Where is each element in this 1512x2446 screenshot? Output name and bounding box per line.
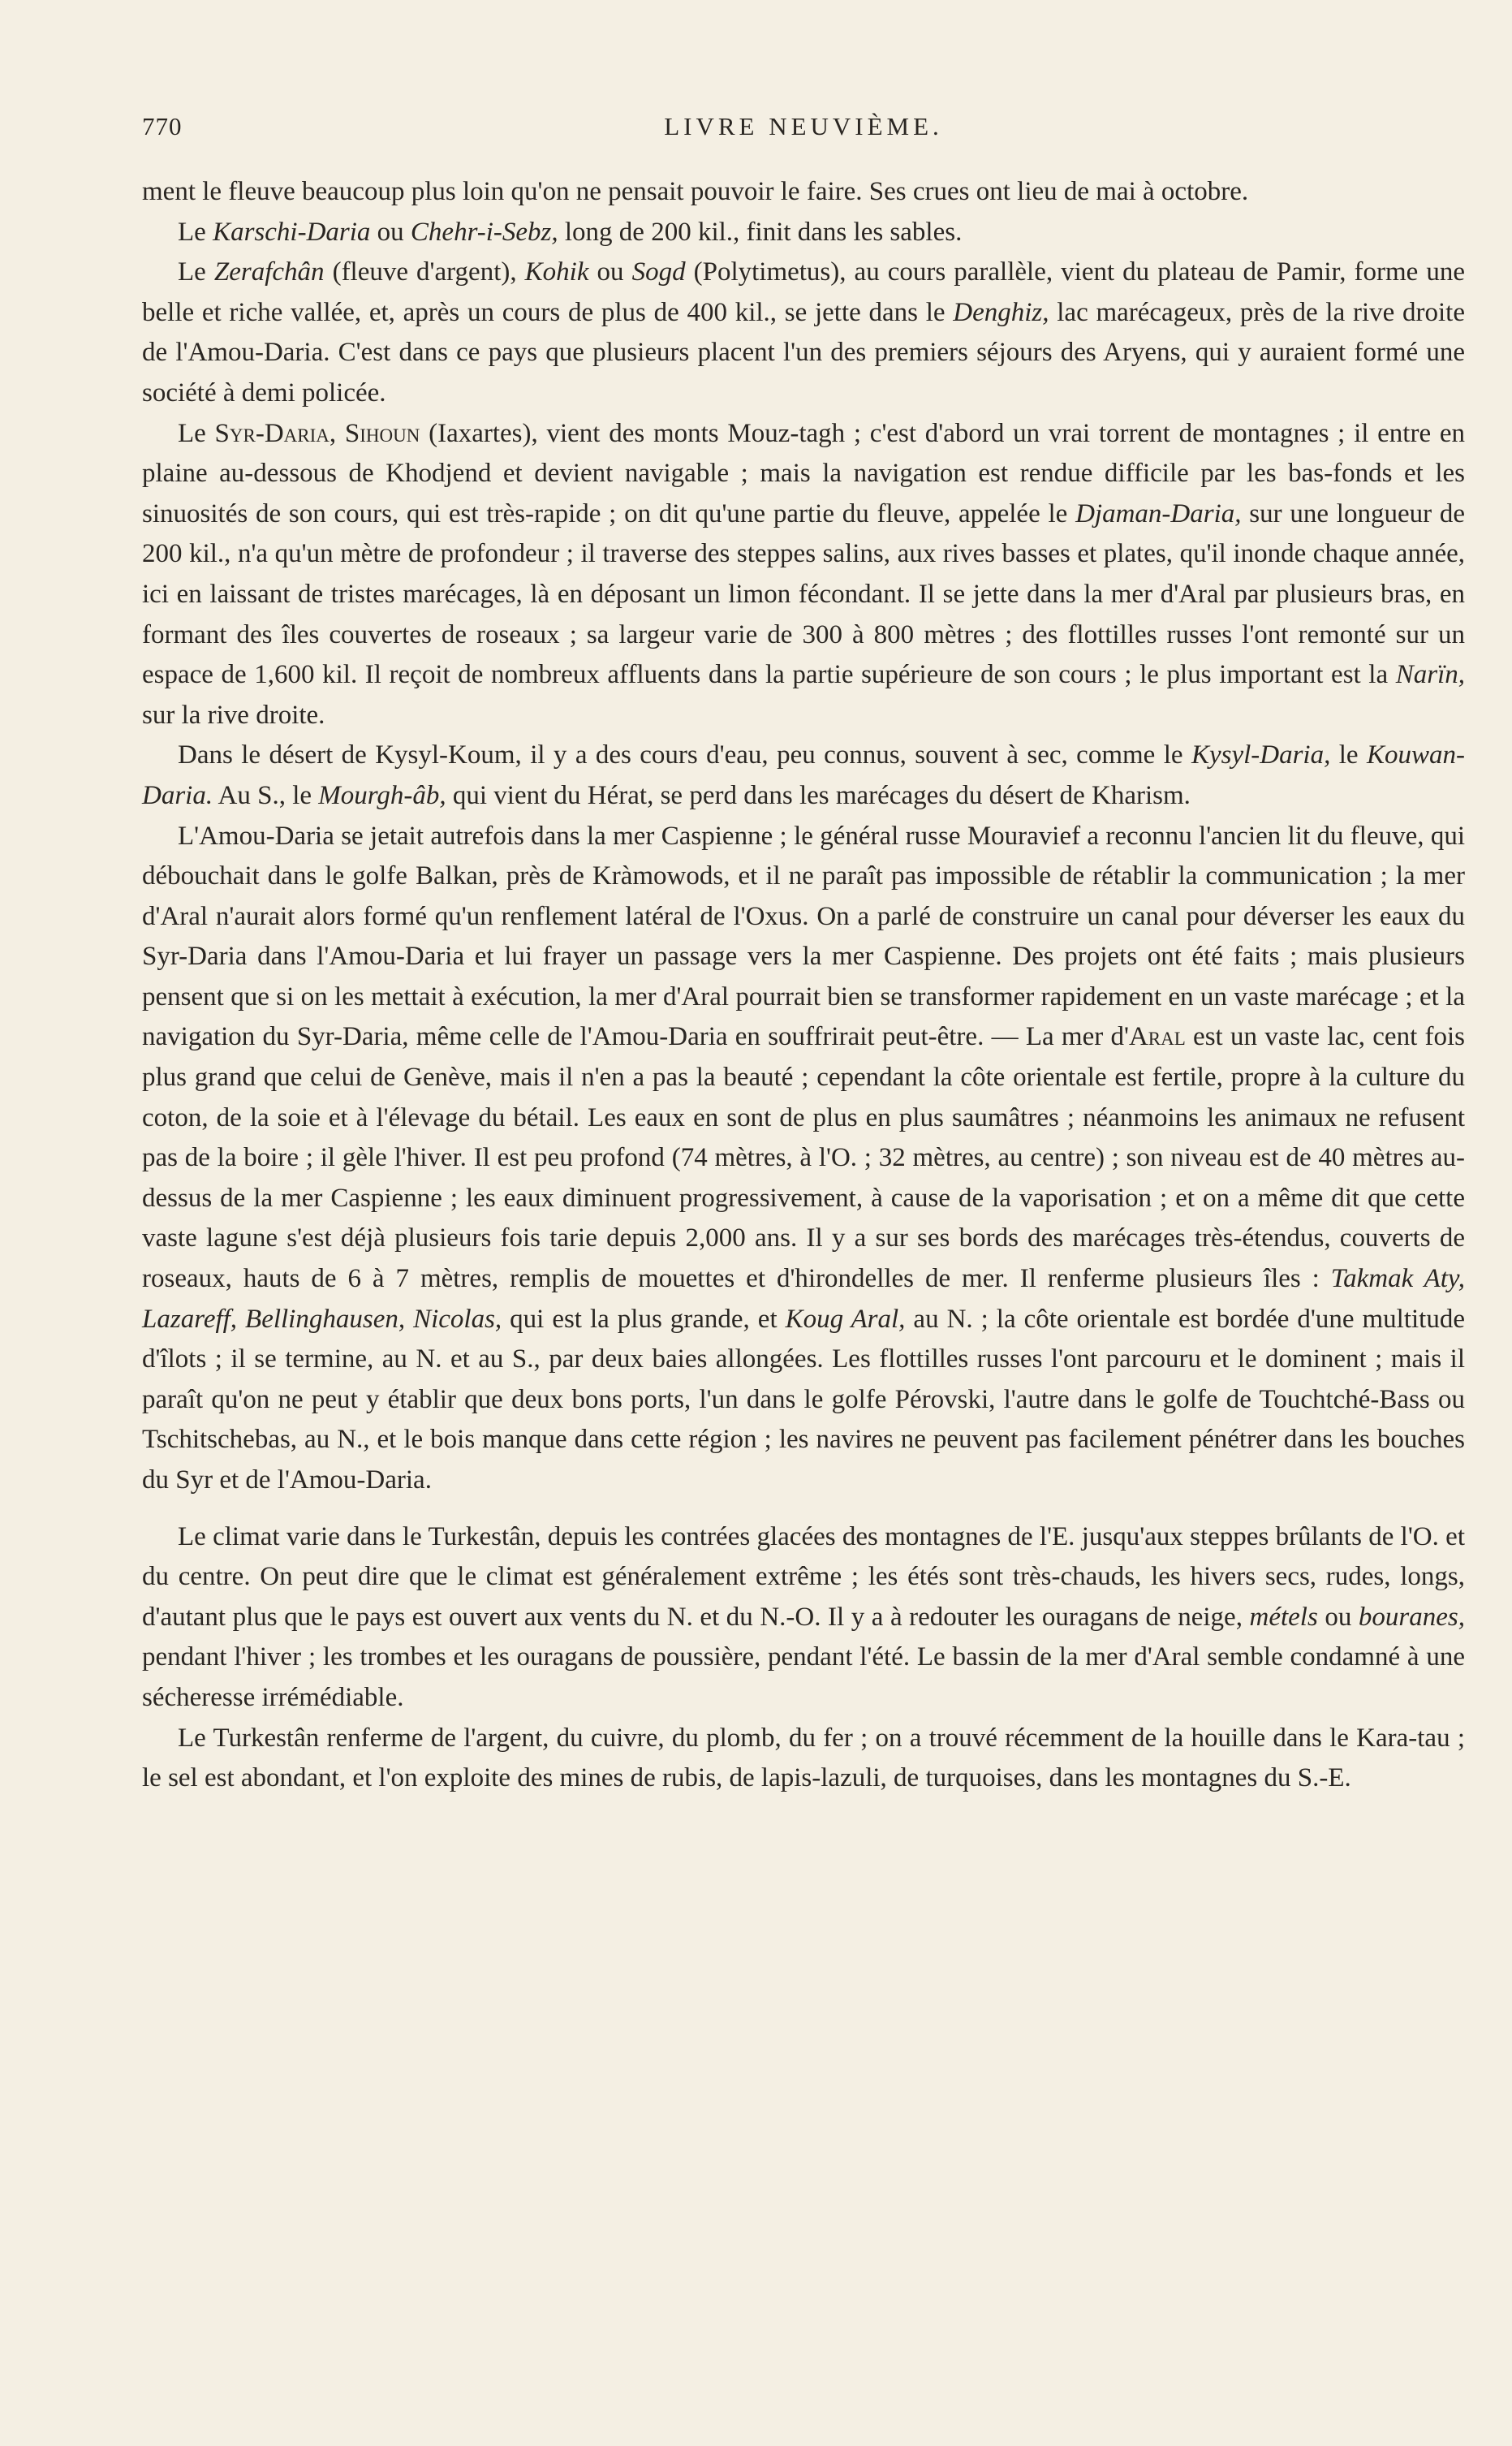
text-run: (Iaxartes), vient des monts Mouz-tagh ; c'est d'abord un vrai torrent de montagnes ; il entre en plaine au-dessous de Khodjend et devient navigable ; mais la navigation est rendue difficile par les bas-fonds et les sinuosités de son cours, qui est très-rapide ; on dit qu'une partie du fleuve, appelée le [142,418,1465,528]
page-header [142,112,1465,151]
text-run: ou [370,217,411,247]
text-run: Au S., le [213,780,319,810]
text-run: Le [178,257,214,287]
lake-name-italic: Denghiz, [953,297,1049,327]
sea-name-small-caps: Aral [1128,1022,1186,1052]
text-run: au N. ; la côte orientale est bordée d'une multitude d'îlots ; il se termine, au N. et au S., par deux baies allongées. Les flottilles russes l'ont parcouru et le dominent ; mais il paraît qu'on ne peut y établir que deux bons ports, l'un dans le golfe Pérovski, l'autre dans le golfe de Touchtché-Bass ou Tschitschebas, au N., et le bois manque dans cette région ; les navires ne peuvent pas facilement pénétrer dans les bouches du Syr et de l'Amou-Daria. [142,1304,1465,1495]
paragraph-3 [142,252,1465,413]
text-run: , [329,418,345,448]
text-run: ou [588,257,632,287]
river-name-italic: Karschi-Daria [213,217,371,247]
river-name-italic: Narïn, [1395,660,1465,690]
river-name-italic: Sogd [631,257,686,287]
paragraph-8: Le Turkestân renferme de l'argent, du cuivre, du plomb, du fer ; on a trouvé récemment de la houille dans le Kara-tau ; le sel est abondant, et l'on exploite des mines de rubis, de lapis-lazuli, de turquoises, dans les montagnes du S.-E. [142,1723,1465,1793]
text-run: sur une longueur de 200 kil., n'a qu'un mètre de profondeur ; il traverse des steppes salins, aux rives basses et plates, qu'il inonde chaque année, ici en laissant de tristes marécages, là en déposant un limon fécondant. Il se jette dans la mer d'Aral par plusieurs bras, en formant des îles couvertes de roseaux ; sa largeur varie de 300 à 800 mètres ; des flottilles russes l'ont remonté sur un espace de 1,600 kil. Il reçoit de nombreux affluents dans la partie supérieure de son cours ; le plus important est la [142,498,1465,690]
river-name-small-caps: Syr-Daria [214,418,330,448]
running-title: LIVRE NEUVIÈME. [664,112,943,140]
paragraph-6 [142,817,1465,1501]
text-run: long de 200 kil., finit dans les sables. [558,217,963,247]
text-run: (Polytimetus), au cours parallèle, vient du plateau de Pamir, forme une belle et riche vallée, et, après un cours de plus de 400 kil., se jette dans le [142,257,1466,327]
paragraph-2 [142,213,1465,253]
text-run: Dans le désert de Kysyl-Koum, il y a des cours d'eau, peu connus, souvent à sec, comme le [178,740,1191,770]
river-name-italic: Djaman-Daria, [1075,498,1242,528]
river-name-italic: Kohik [524,257,589,287]
island-names-italic: Takmak Aty, Lazareff, Bellinghausen, Nicolas, [142,1264,1465,1334]
text-run: le [1330,740,1367,770]
paragraph-4 [142,414,1465,736]
term-italic: bouranes, [1358,1602,1466,1632]
paragraph-1: ment le fleuve beaucoup plus loin qu'on ne pensait pouvoir le faire. Ses crues ont lieu de mai à octobre. [142,177,1249,206]
river-name-italic: Kouwan-Daria. [142,740,1465,810]
river-name-italic: Kysyl-Daria, [1191,740,1331,770]
text-run: (fleuve d'argent), [324,257,525,287]
text-run: Le [178,418,215,448]
page-number: 770 [142,112,183,140]
text-run: L'Amou-Daria se jetait autrefois dans la mer Caspienne ; le général russe Mouravief a reconnu l'ancien lit du fleuve, qui débouchait dans le golfe Balkan, près de Kràmowods, et il ne paraît pas impossible de rétablir la communication ; la mer d'Aral n'aurait alors formé qu'un renflement latéral de l'Oxus. On a parlé de construire un canal pour déverser les eaux du Syr-Daria dans l'Amou-Daria et lui frayer un passage vers la mer Caspienne. Des projets ont été faits ; mais plusieurs pensent que si on les mettait à exécution, la mer d'Aral pourrait bien se transformer rapidement en un vaste marécage ; et la navigation du Syr-Daria, même celle de l'Amou-Daria en souffrirait peut-être. — La mer d' [142,821,1465,1052]
body-text [142,172,1465,1799]
river-name-italic: Zerafchân [213,257,325,287]
text-run: sur la rive droite. [142,700,325,730]
river-name-italic: Chehr-i-Sebz, [410,217,558,247]
text-run: qui vient du Hérat, se perd dans les marécages du désert de Kharism. [446,780,1191,810]
text-run: qui est la plus grande, et [502,1304,786,1334]
paragraph-7 [142,1517,1465,1719]
paragraph-5 [142,736,1465,816]
river-name-small-caps: Sihoun [344,418,420,448]
term-italic: métels [1249,1602,1318,1632]
text-run: est un vaste lac, cent fois plus grand que celui de Genève, mais il n'en a pas la beauté ; cependant la côte orientale est fertile, propre à la culture du coton, de la soie et à l'élevage du bétail. Les eaux en sont de plus en plus saumâtres ; néanmoins les animaux ne refusent pas de la boire ; il gèle l'hiver. Il est peu profond (74 mètres, à l'O. ; 32 mètres, au centre) ; son niveau est de 40 mètres au-dessus de la mer Caspienne ; les eaux diminuent progressivement, à cause de la vaporisation ; et on a même dit que cette vaste lagune s'est déjà plusieurs fois tarie depuis 2,000 ans. Il y a sur ses bords des marécages très-étendus, couverts de roseaux, hauts de 6 à 7 mètres, remplis de mouettes et d'hirondelles de mer. Il renferme plusieurs îles : [142,1022,1465,1294]
text-run: Le [178,217,213,247]
text-run: pendant l'hiver ; les trombes et les ouragans de poussière, pendant l'été. Le bassin de la mer d'Aral semble condamné à une sécheresse irrémédiable. [142,1642,1465,1712]
text-run: lac marécageux, près de la rive droite de l'Amou-Daria. C'est dans ce pays que plusieurs placent l'un des premiers séjours des Aryens, qui y auraient formé une société à demi policée. [142,297,1465,408]
island-name-italic: Koug Aral, [785,1304,906,1334]
text-run: ou [1317,1602,1359,1632]
text-run: Le climat varie dans le Turkestân, depuis les contrées glacées des montagnes de l'E. jusqu'aux steppes brûlants de l'O. et du centre. On peut dire que le climat est généralement extrême ; les étés sont très-chauds, les hivers secs, rudes, longs, d'autant plus que le pays est ouvert aux vents du N. et du N.-O. Il y a à redouter les ouragans de neige, [142,1521,1465,1632]
river-name-italic: Mourgh-âb, [318,780,446,810]
